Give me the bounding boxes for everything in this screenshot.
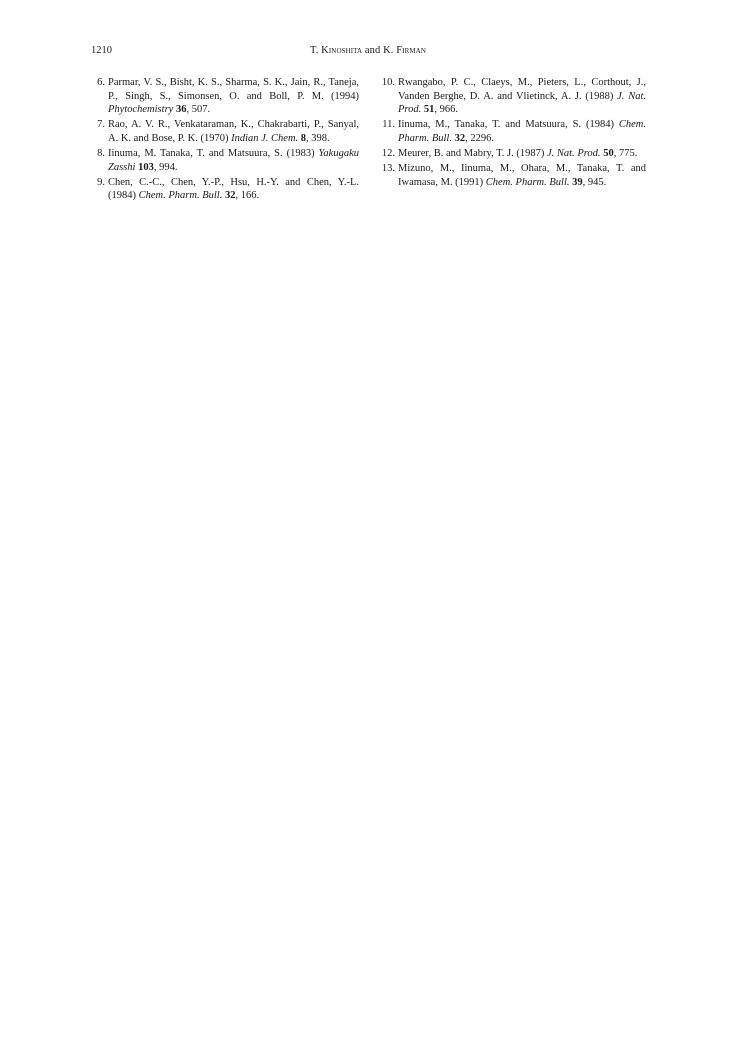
reference-journal: Indian J. Chem. — [231, 132, 299, 144]
reference-number: 13. — [381, 163, 395, 175]
references-left-column — [91, 76, 359, 204]
author-conjunction: and — [362, 45, 384, 56]
reference-pages: , 507. — [186, 104, 211, 116]
reference-item — [378, 147, 646, 161]
author1-initial: T. — [309, 45, 322, 56]
reference-number: 6. — [97, 77, 105, 88]
reference-authors: Iinuma, M. Tanaka, T. and Matsuura, S. (1983) — [108, 147, 319, 159]
reference-authors: Rao, A. V. R., Venkataraman, K., Chakrabarti, P., Sanyal, A. K. and Bose, P. K. (1970) — [108, 119, 359, 144]
reference-authors: Mizuno, M., Iinuma, M., Ohara, M., Tanaka, T. and Iwamasa, M. (1991) — [398, 163, 646, 188]
reference-volume: 32 — [454, 132, 466, 144]
reference-volume: 39 — [572, 176, 583, 188]
reference-item — [91, 176, 359, 203]
reference-pages: , 945. — [582, 176, 607, 188]
reference-item — [378, 162, 646, 189]
reference-journal: Chem. Pharm. Bull. — [138, 190, 223, 202]
reference-volume: 32 — [224, 190, 236, 202]
reference-number: 10. — [381, 77, 395, 88]
running-head-authors — [91, 43, 645, 59]
reference-item — [91, 147, 359, 174]
author2-initial: K. — [383, 45, 397, 56]
reference-authors: Rwangabo, P. C., Claeys, M., Pieters, L., Corthout, J., Vanden Berghe, D. A. and Vlietinck, A. J. (1988) — [398, 77, 646, 102]
reference-pages: , 994. — [153, 161, 178, 173]
reference-volume: 8 — [300, 132, 307, 144]
reference-item — [378, 118, 646, 145]
reference-volume: 50 — [603, 147, 614, 159]
reference-item — [91, 76, 359, 117]
reference-authors: Chen, C.-C., Chen, Y.-P., Hsu, H.-Y. and Chen, Y.-L. (1984) — [108, 176, 359, 202]
reference-journal: J. Nat. Prod. — [398, 90, 646, 116]
reference-authors: Parmar, V. S., Bisht, K. S., Sharma, S. K., Jain, R., Taneja, P., Singh, S., Simonsen, O. and Boll, P. M. (1994) — [108, 77, 359, 102]
page-number: 1210 — [91, 45, 112, 56]
reference-number: 12. — [381, 147, 395, 159]
author2-surname: Firman — [396, 45, 426, 56]
reference-journal: Chem. Pharm. Bull. — [398, 119, 646, 144]
reference-number: 11. — [382, 119, 395, 131]
reference-number: 8. — [97, 147, 105, 159]
reference-number: 7. — [97, 119, 105, 131]
reference-journal: Yakugaku Zasshi — [108, 147, 359, 173]
reference-journal: Chem. Pharm. Bull. — [485, 176, 570, 188]
reference-authors: Meurer, B. and Mabry, T. J. (1987) — [398, 147, 547, 159]
reference-pages: , 966. — [434, 104, 458, 116]
reference-journal: J. Nat. Prod. — [546, 147, 601, 159]
reference-pages: , 166. — [235, 190, 260, 202]
reference-number: 9. — [97, 176, 105, 188]
reference-authors: Iinuma, M., Tanaka, T. and Matsuura, S. (1984) — [398, 119, 619, 131]
reference-pages: , 2296. — [465, 132, 494, 144]
reference-journal: Phytochemistry — [108, 104, 174, 116]
reference-pages: , 775. — [613, 147, 638, 159]
reference-pages: , 398. — [306, 132, 330, 144]
reference-volume: 51 — [423, 104, 435, 116]
running-head — [91, 43, 645, 59]
author1-surname: Kinoshita — [321, 45, 363, 56]
reference-volume: 36 — [175, 104, 187, 116]
references-right-column — [378, 76, 646, 191]
reference-item — [378, 76, 646, 117]
reference-volume: 103 — [138, 161, 154, 173]
reference-item — [91, 118, 359, 145]
